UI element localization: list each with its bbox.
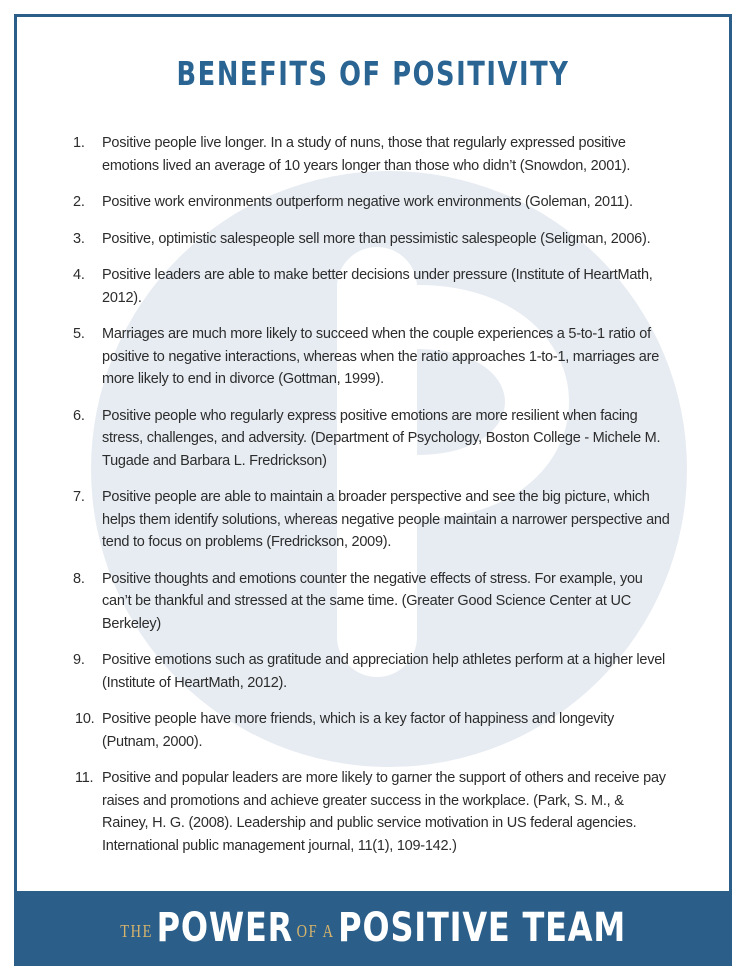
- item-text: Positive people are able to maintain a broader perspective and see the big picture, which helps them identify solutions, whereas negative people maintain a narrower perspective and tend to focus on problems (Fredrickson, 2009).: [102, 489, 670, 550]
- list-item: [17, 568, 729, 636]
- list-item: [17, 191, 729, 214]
- item-text: Positive, optimistic salespeople sell more than pessimistic salespeople (Seligman, 2006).: [102, 230, 651, 247]
- list-item: [17, 767, 729, 857]
- item-text: Positive leaders are able to make better decisions under pressure (Institute of HeartMath, 2012).: [102, 267, 653, 306]
- footer-power: POWER: [156, 905, 293, 951]
- item-text: Positive people who regularly express positive emotions are more resilient when facing stress, challenges, and adversity. (Department of Psychology, Boston College - Michele M. Tugade and Barbara L. Fredrickson): [102, 407, 661, 469]
- benefits-list: [17, 132, 729, 871]
- item-number: 11.: [75, 770, 94, 786]
- list-item: [17, 132, 729, 177]
- item-text: Positive people have more friends, which is a key factor of happiness and longevity (Putnam, 2000).: [102, 711, 615, 750]
- item-text: Marriages are much more likely to succeed when the couple experiences a 5-to-1 ratio of positive to negative interactions, whereas when the ratio approaches 1-to-1, marriages are more likely to end in divorce (Gottman, 1999).: [102, 326, 660, 387]
- footer-banner: [17, 891, 729, 966]
- list-item: [17, 649, 729, 694]
- list-item: [17, 228, 729, 251]
- item-number: 7.: [73, 489, 85, 505]
- item-number: 5.: [73, 326, 85, 342]
- list-item: [17, 486, 729, 554]
- page-frame: [14, 14, 732, 966]
- item-number: 1.: [73, 135, 85, 151]
- item-text: Positive emotions such as gratitude and appreciation help athletes perform at a higher level (Institute of HeartMath, 2012).: [102, 652, 665, 691]
- list-item: [17, 264, 729, 309]
- list-item: [17, 323, 729, 391]
- item-text: Positive thoughts and emotions counter the negative effects of stress. For example, you can’t be thankful and stressed at the same time. (Greater Good Science Center at UC Berkeley): [102, 570, 643, 632]
- list-item: [17, 708, 729, 753]
- item-number: 8.: [73, 570, 85, 587]
- item-number: 6.: [73, 407, 85, 424]
- footer-of-a: OF A: [296, 921, 335, 941]
- item-number: 3.: [73, 230, 85, 247]
- item-number: 2.: [73, 194, 85, 210]
- item-number: 9.: [73, 652, 85, 668]
- item-text: Positive people live longer. In a study of nuns, those that regularly expressed positive emotions lived an average of 10 years longer than those who didn’t (Snowdon, 2001).: [102, 135, 631, 174]
- item-text: Positive work environments outperform negative work environments (Goleman, 2011).: [102, 194, 633, 210]
- footer-tagline: [120, 905, 626, 951]
- item-text: Positive and popular leaders are more likely to garner the support of others and receive pay raises and promotions and achieve greater success in the workplace. (Park, S. M., & Rainey, H. G. (2008). Leadership and public service motivation in US federal agencies. International public management journal, 11(1), 109-142.): [102, 770, 666, 854]
- list-item: [17, 405, 729, 473]
- page-title: BENEFITS OF POSITIVITY: [176, 54, 570, 93]
- item-number: 10.: [75, 711, 95, 727]
- item-number: 4.: [73, 267, 85, 283]
- footer-the: THE: [120, 921, 153, 941]
- footer-positive-team: POSITIVE TEAM: [338, 905, 626, 951]
